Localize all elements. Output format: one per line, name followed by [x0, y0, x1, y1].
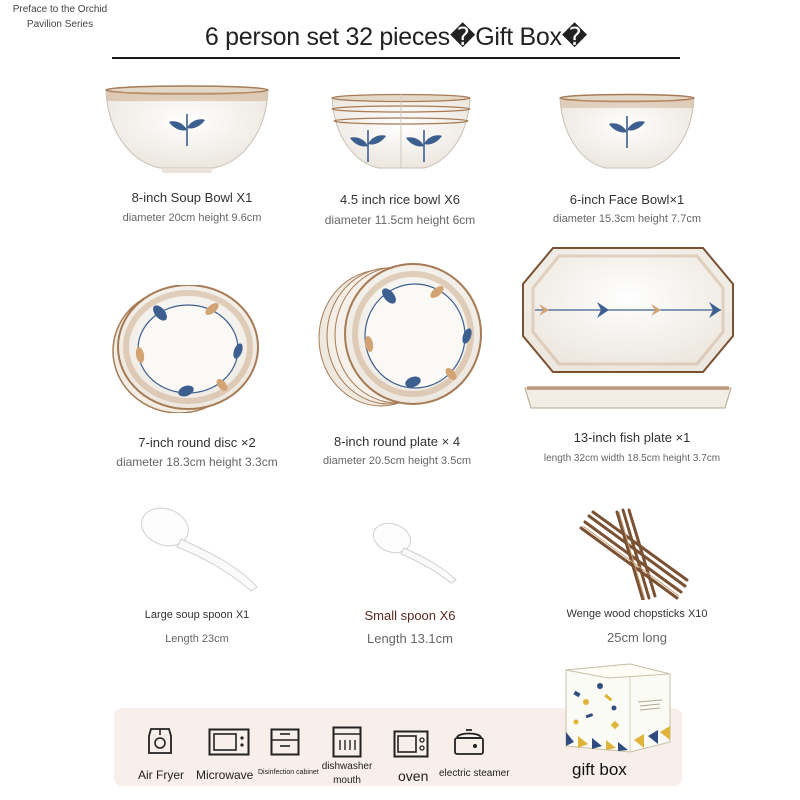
- appliance-label: Microwave: [196, 768, 254, 782]
- fish-plate-image: [519, 244, 737, 420]
- appliance-label: Air Fryer: [138, 768, 184, 782]
- appliance-air-fryer: [138, 726, 184, 782]
- item-spec: diameter 15.3cm height 7.7cm: [553, 213, 701, 225]
- soup-bowl-image: [102, 84, 272, 174]
- item-spec: 25cm long: [607, 630, 667, 645]
- item-spec: diameter 20cm height 9.6cm: [122, 212, 262, 224]
- item-name: Small spoon X6: [364, 608, 456, 623]
- product-chopsticks: [537, 508, 737, 653]
- item-spec: Length 13.1cm: [366, 631, 453, 646]
- item-name: 4.5 inch rice bowl X6: [340, 192, 460, 207]
- rice-bowl-stack-image: [328, 92, 474, 174]
- chopsticks-image: [577, 508, 689, 600]
- steamer-icon: [451, 728, 487, 758]
- appliance-label: electric steamer: [439, 768, 510, 779]
- product-small-spoon: [310, 520, 510, 650]
- air-fryer-icon: [145, 726, 175, 758]
- item-name: Wenge wood chopsticks X10: [566, 608, 708, 620]
- item-spec: diameter 20.5cm height 3.5cm: [323, 455, 471, 467]
- round-disc-image: [110, 285, 260, 413]
- round-plate-stack-image: [317, 262, 482, 408]
- disinfection-cabinet-icon: [270, 728, 300, 756]
- item-name: 6-inch Face Bowl×1: [569, 192, 685, 207]
- product-round-plate: [297, 262, 497, 472]
- appliance-oven: [393, 730, 429, 784]
- item-spec: Length 23cm: [165, 633, 229, 645]
- gift-box-icon: [560, 656, 676, 756]
- item-name: Large soup spoon X1: [144, 609, 250, 621]
- appliance-disinfection-cabinet: [258, 728, 319, 776]
- item-name: 13-inch fish plate ×1: [573, 430, 691, 445]
- series-line-1: Preface to the Orchid: [12, 4, 108, 15]
- small-spoon-image: [370, 520, 460, 585]
- item-name: 7-inch round disc ×2: [138, 435, 256, 450]
- series-name: [8, 2, 112, 32]
- item-name: 8-inch round plate × 4: [333, 434, 461, 449]
- product-round-disc: [92, 285, 302, 475]
- appliance-label: dishwasher mouth: [321, 761, 373, 786]
- oven-icon: [393, 730, 429, 758]
- product-rice-bowl: [300, 84, 500, 234]
- large-spoon-image: [137, 505, 262, 595]
- page-title: 6 person set 32 pieces�Gift Box�: [204, 23, 588, 51]
- product-face-bowl: [527, 84, 727, 234]
- item-spec: length 32cm width 18.5cm height 3.7cm: [543, 453, 721, 464]
- appliance-dishwasher: [321, 726, 373, 790]
- item-name: 8-inch Soup Bowl X1: [131, 190, 253, 205]
- product-large-spoon: [97, 505, 297, 650]
- product-soup-bowl: [92, 84, 292, 234]
- appliance-label: oven: [398, 768, 429, 784]
- appliance-label: Disinfection cabinet: [258, 769, 319, 776]
- appliance-steamer: [439, 728, 510, 779]
- item-spec: diameter 11.5cm height 6cm: [324, 213, 476, 227]
- gift-box-label: gift box: [572, 760, 627, 779]
- gift-box: [556, 656, 680, 786]
- face-bowl-image: [557, 92, 697, 174]
- item-spec: diameter 18.3cm height 3.3cm: [116, 455, 278, 469]
- microwave-icon: [208, 728, 250, 756]
- series-line-2: Pavilion Series: [26, 19, 94, 30]
- appliance-microwave: [196, 728, 254, 782]
- dishwasher-icon: [332, 726, 362, 758]
- title-divider: [112, 57, 680, 59]
- product-fish-plate: [527, 244, 737, 474]
